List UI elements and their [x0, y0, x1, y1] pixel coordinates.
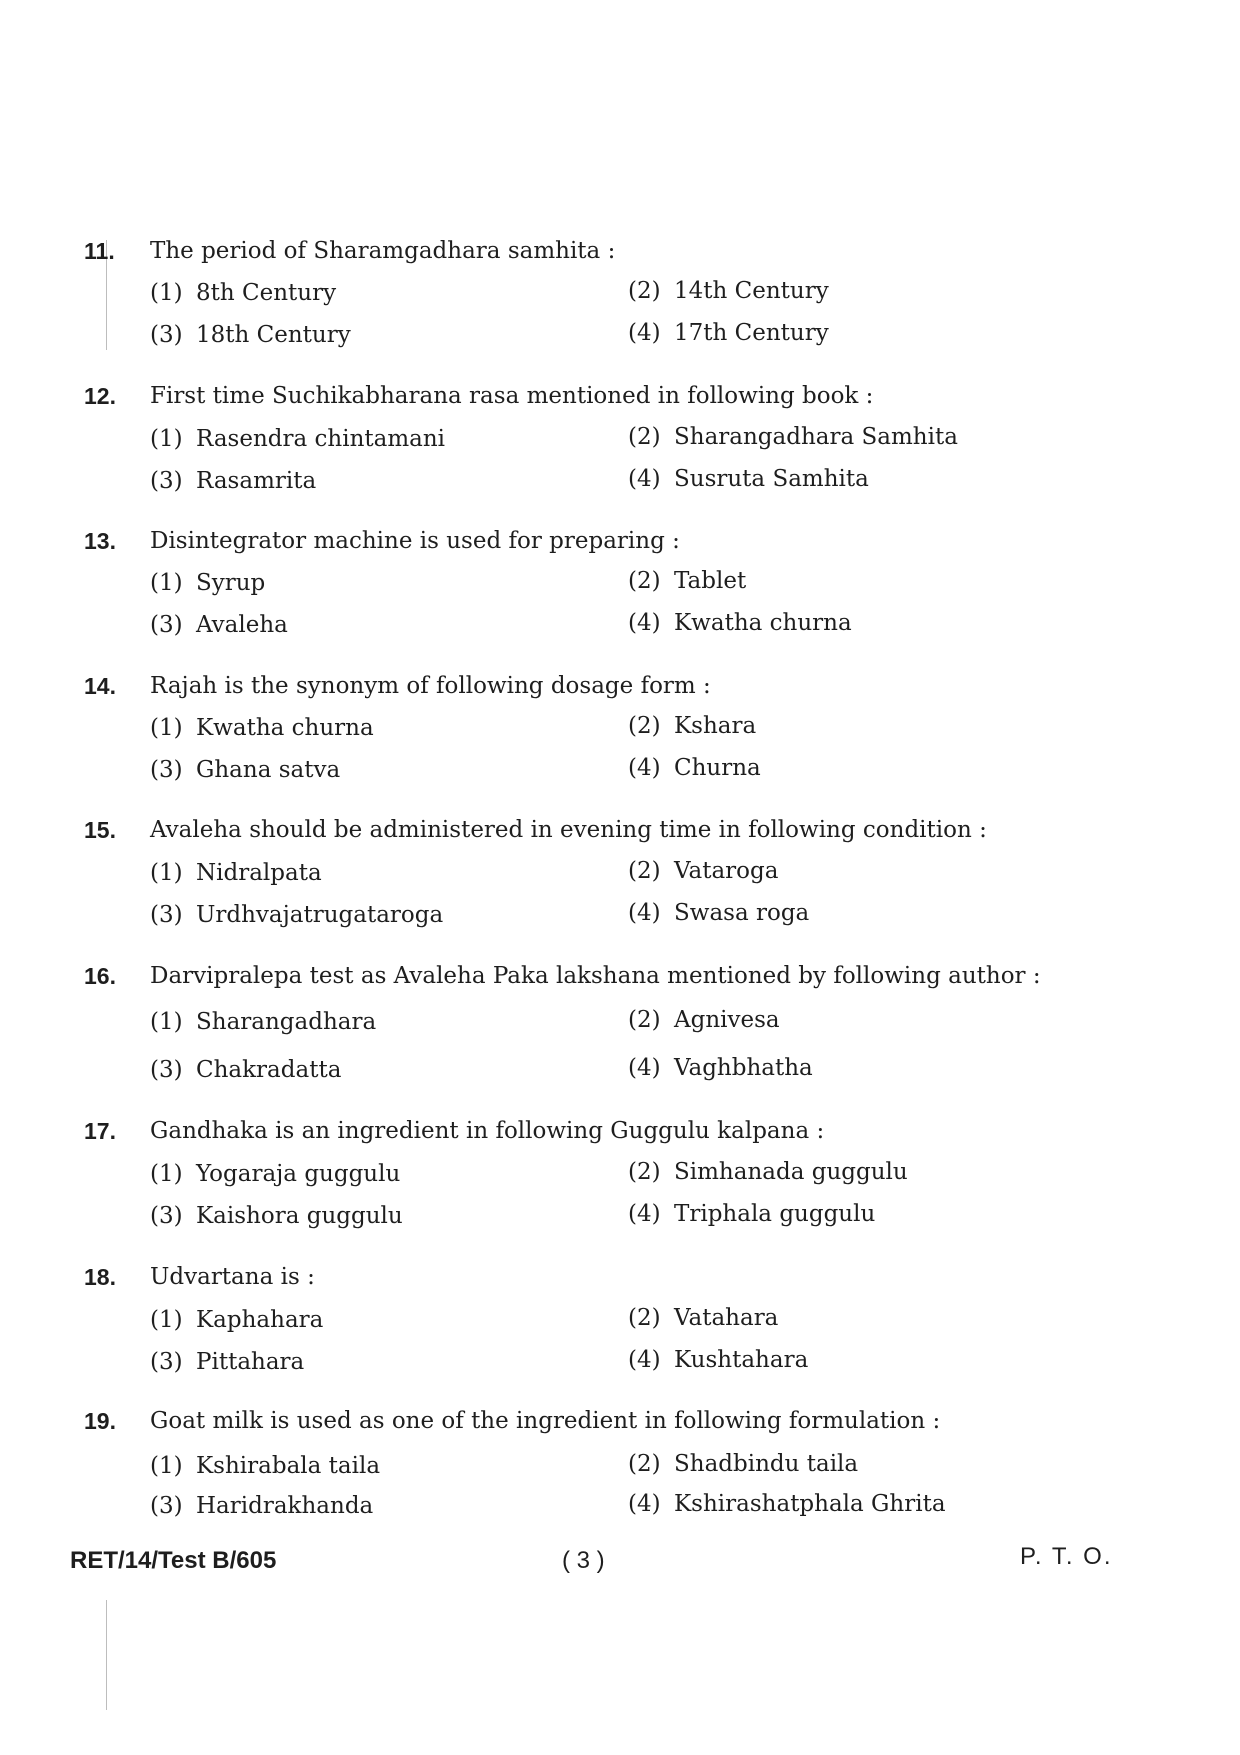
- option-3: (3) Pittahara: [150, 1349, 305, 1375]
- option-1: (1) Nidralpata: [150, 860, 322, 886]
- question-text: Gandhaka is an ingredient in following Guggulu kalpana :: [150, 1118, 825, 1144]
- option-1: (1) Kaphahara: [150, 1307, 324, 1333]
- option-3: (3) Haridrakhanda: [150, 1493, 374, 1519]
- question-number: 15.: [84, 817, 116, 843]
- question-text: The period of Sharamgadhara samhita :: [150, 238, 616, 264]
- question-text: Udvartana is :: [150, 1264, 315, 1290]
- option-4: (4) 17th Century: [628, 320, 829, 346]
- scan-artifact: [106, 1600, 107, 1710]
- option-2: (2) Vataroga: [628, 858, 779, 884]
- option-1: (1) Rasendra chintamani: [150, 426, 446, 452]
- option-3: (3) Rasamrita: [150, 468, 317, 494]
- question-number: 19.: [84, 1408, 116, 1434]
- question-number: 17.: [84, 1118, 116, 1144]
- option-4: (4) Triphala guggulu: [628, 1201, 876, 1227]
- question-text: Avaleha should be administered in evening time in following condition :: [150, 817, 987, 843]
- option-4: (4) Kshirashatphala Ghrita: [628, 1491, 946, 1517]
- option-3: (3) Urdhvajatrugataroga: [150, 902, 444, 928]
- option-1: (1) Sharangadhara: [150, 1009, 377, 1035]
- option-2: (2) Kshara: [628, 713, 757, 739]
- option-4: (4) Kwatha churna: [628, 610, 852, 636]
- option-1: (1) Yogaraja guggulu: [150, 1161, 401, 1187]
- question-text: Disintegrator machine is used for preparing :: [150, 528, 680, 554]
- page-number: ( 3 ): [562, 1547, 605, 1574]
- option-4: (4) Susruta Samhita: [628, 466, 869, 492]
- question-text: First time Suchikabharana rasa mentioned in following book :: [150, 383, 874, 409]
- question-number: 13.: [84, 528, 116, 554]
- option-3: (3) Kaishora guggulu: [150, 1203, 403, 1229]
- option-1: (1) 8th Century: [150, 280, 337, 306]
- please-turn-over: P. T. O.: [1020, 1543, 1113, 1570]
- question-number: 16.: [84, 963, 116, 989]
- option-4: (4) Vaghbhatha: [628, 1055, 813, 1081]
- option-4: (4) Churna: [628, 755, 761, 781]
- question-text: Rajah is the synonym of following dosage form :: [150, 673, 711, 699]
- question-text: Goat milk is used as one of the ingredient in following formulation :: [150, 1408, 941, 1434]
- option-2: (2) Agnivesa: [628, 1007, 780, 1033]
- option-1: (1) Kshirabala taila: [150, 1453, 381, 1479]
- option-2: (2) Sharangadhara Samhita: [628, 424, 958, 450]
- option-2: (2) Shadbindu taila: [628, 1451, 859, 1477]
- option-2: (2) Simhanada guggulu: [628, 1159, 908, 1185]
- question-number: 14.: [84, 673, 116, 699]
- option-4: (4) Swasa roga: [628, 900, 810, 926]
- option-2: (2) Vatahara: [628, 1305, 779, 1331]
- test-code: RET/14/Test B/605: [70, 1547, 277, 1574]
- question-number: 18.: [84, 1264, 116, 1290]
- option-1: (1) Syrup: [150, 570, 266, 596]
- option-2: (2) Tablet: [628, 568, 747, 594]
- option-3: (3) 18th Century: [150, 322, 351, 348]
- question-number: 12.: [84, 383, 116, 409]
- option-3: (3) Ghana satva: [150, 757, 341, 783]
- option-3: (3) Avaleha: [150, 612, 288, 638]
- question-number: 11.: [84, 238, 115, 264]
- option-4: (4) Kushtahara: [628, 1347, 809, 1373]
- option-3: (3) Chakradatta: [150, 1057, 342, 1083]
- option-2: (2) 14th Century: [628, 278, 829, 304]
- option-1: (1) Kwatha churna: [150, 715, 374, 741]
- question-text: Darvipralepa test as Avaleha Paka lakshana mentioned by following author :: [150, 963, 1041, 989]
